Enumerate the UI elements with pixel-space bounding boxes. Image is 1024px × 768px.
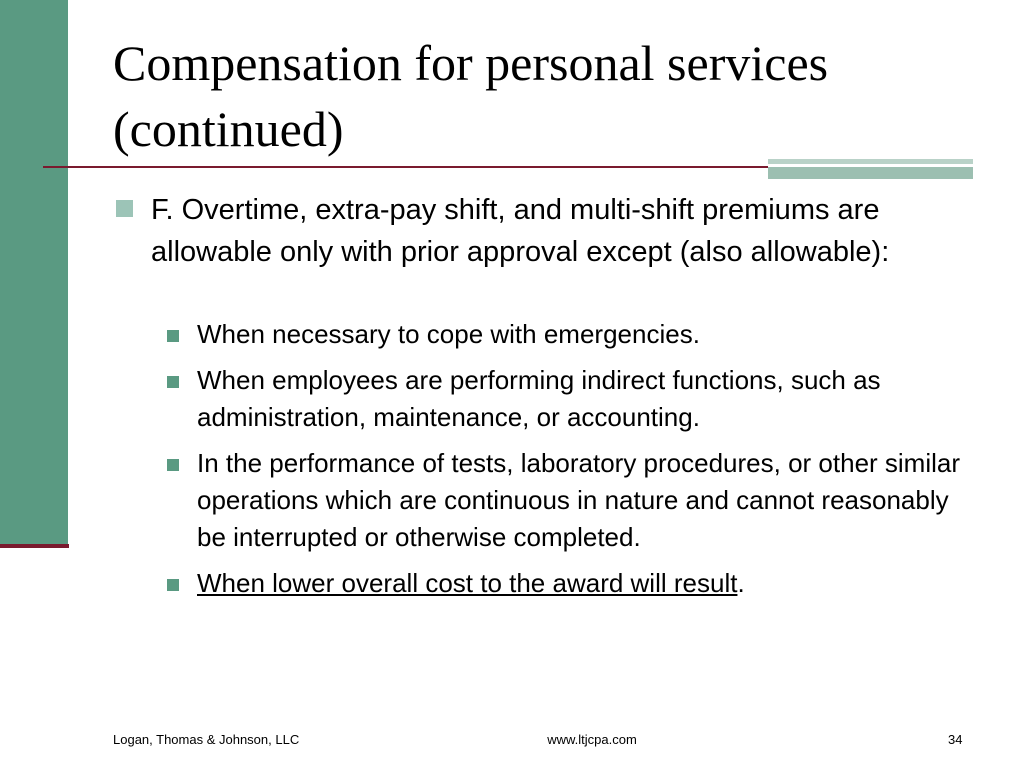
- bullet-square-icon: [116, 200, 133, 217]
- side-decor-line: [0, 544, 69, 548]
- list-item-text-underlined: When lower overall cost to the award will result: [197, 568, 738, 598]
- bullet-square-icon: [167, 579, 179, 591]
- list-item-text: When employees are performing indirect functions, such as administration, maintenance, or accounting.: [197, 365, 881, 432]
- title-accent-bars: [768, 159, 973, 179]
- side-decor-bar: [0, 0, 68, 545]
- bullet-square-icon: [167, 376, 179, 388]
- list-item: [197, 316, 977, 353]
- footer-page-number: 34: [948, 732, 963, 747]
- list-item: [197, 445, 977, 556]
- footer-website: www.ltjcpa.com: [547, 732, 637, 747]
- list-item-text: In the performance of tests, laboratory procedures, or other similar operations which are continuous in nature and cannot reasonably be interrupted or otherwise completed.: [197, 448, 961, 552]
- slide-title: Compensation for personal services (continued): [113, 35, 829, 157]
- bullet-square-icon: [167, 330, 179, 342]
- bullet-square-icon: [167, 459, 179, 471]
- main-bullet-text: F. Overtime, extra-pay shift, and multi-shift premiums are allowable only with prior approval except (also allowable):: [151, 194, 890, 268]
- list-item-text: When necessary to cope with emergencies.: [197, 319, 700, 349]
- list-item: [197, 362, 977, 436]
- footer-company: Logan, Thomas & Johnson, LLC: [113, 732, 300, 747]
- list-item: [197, 565, 977, 602]
- sub-bullet-list: [197, 316, 977, 611]
- list-item-suffix: .: [737, 568, 745, 598]
